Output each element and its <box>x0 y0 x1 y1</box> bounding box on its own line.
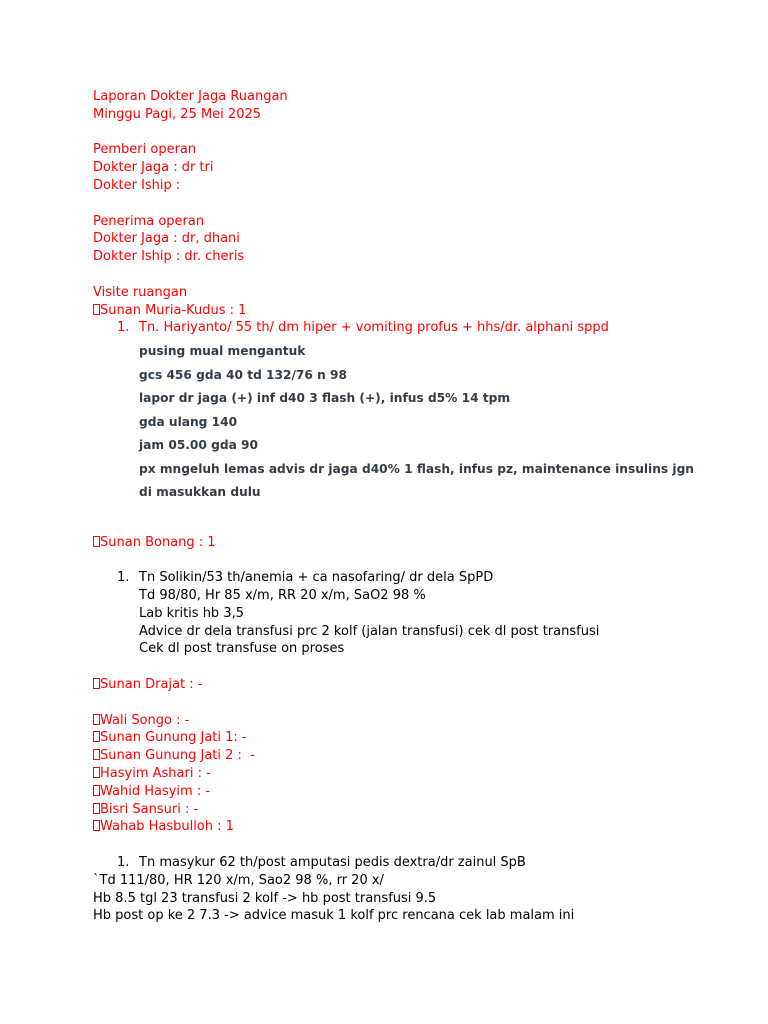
spacer <box>93 658 733 676</box>
note-line: Hb post op ke 2 7.3 -> advice masuk 1 kolf prc rencana cek lab malam ini <box>93 908 575 924</box>
checkbox-glyph-icon <box>93 785 100 796</box>
checkbox-glyph-icon <box>93 714 100 725</box>
patient-summary: Tn Solikin/53 th/anemia + ca nasofaring/ dr dela SpPD <box>139 570 494 586</box>
penerima-dokter-jaga: Dokter Jaga : dr, dhani <box>93 231 240 247</box>
note-line: Lab kritis hb 3,5 <box>139 605 244 621</box>
room-sunan-muria <box>93 302 733 320</box>
checkbox-glyph-icon <box>93 803 100 814</box>
checkbox-glyph-icon <box>93 536 100 547</box>
room-sunan-bonang <box>93 534 733 552</box>
note-line: Advice dr dela transfusi prc 2 kolf (jalan transfusi) cek dl post transfusi <box>139 623 600 639</box>
penerima-heading: Penerima operan <box>93 213 205 229</box>
spacer <box>93 836 733 854</box>
room-label: Hasyim Ashari : - <box>100 766 211 782</box>
room-sunan-gunung-jati-2 <box>93 747 733 765</box>
patient-item <box>93 569 733 587</box>
room-sunan-gunung-jati-1 <box>93 729 733 747</box>
room-label: Bisri Sansuri : - <box>100 801 199 817</box>
note-line: lapor dr jaga (+) inf d40 3 flash (+), infus d5% 14 tpm <box>139 391 511 406</box>
note-line: Td 98/80, Hr 85 x/m, RR 20 x/m, SaO2 98 % <box>139 588 426 604</box>
note-line: di masukkan dulu <box>139 485 261 500</box>
room-label: Wahab Hasbulloh : 1 <box>100 819 234 835</box>
report-title: Laporan Dokter Jaga Ruangan <box>93 89 288 104</box>
room-label: Sunan Muria-Kudus : 1 <box>100 302 247 318</box>
checkbox-glyph-icon <box>93 767 100 778</box>
note-line: `Td 111/80, HR 120 x/m, Sao2 98 %, rr 20 x/ <box>93 872 384 888</box>
room-label: Sunan Bonang : 1 <box>100 534 216 550</box>
pemberi-dokter-jaga: Dokter Jaga : dr tri <box>93 160 214 176</box>
spacer <box>93 195 733 213</box>
note-line: Cek dl post transfuse on proses <box>139 641 345 657</box>
spacer <box>93 505 733 534</box>
item-number: 1. <box>117 570 130 586</box>
patient-notes <box>93 340 733 505</box>
room-bisri-sansuri <box>93 801 733 819</box>
patient-item <box>93 854 733 872</box>
note-line: px mngeluh lemas advis dr jaga d40% 1 flash, infus pz, maintenance insulins jgn <box>139 461 694 476</box>
note-line: gda ulang 140 <box>139 414 238 429</box>
room-wali-songo <box>93 712 733 730</box>
note-line: jam 05.00 gda 90 <box>139 438 259 453</box>
room-hasyim-ashari <box>93 765 733 783</box>
patient-summary: Tn. Hariyanto/ 55 th/ dm hiper + vomiting profus + hhs/dr. alphani sppd <box>139 320 609 336</box>
note-line: gcs 456 gda 40 td 132/76 n 98 <box>139 367 348 382</box>
note-line: pusing mual mengantuk <box>139 344 306 359</box>
patient-item <box>93 319 733 337</box>
spacer <box>93 694 733 712</box>
pemberi-heading: Pemberi operan <box>93 142 197 158</box>
spacer <box>93 266 733 284</box>
room-wahab-hasbulloh <box>93 818 733 836</box>
note-line: Hb 8.5 tgl 23 transfusi 2 kolf -> hb post transfusi 9.5 <box>93 890 437 906</box>
visite-heading: Visite ruangan <box>93 284 188 300</box>
spacer <box>93 124 733 142</box>
checkbox-glyph-icon <box>93 304 100 315</box>
room-label: Sunan Gunung Jati 2 : - <box>100 748 255 764</box>
room-sunan-drajat <box>93 676 733 694</box>
room-label: Wali Songo : - <box>100 712 190 728</box>
spacer <box>93 551 733 569</box>
checkbox-glyph-icon <box>93 820 100 831</box>
penerima-dokter-iship: Dokter Iship : dr. cheris <box>93 249 245 265</box>
checkbox-glyph-icon <box>93 749 100 760</box>
checkbox-glyph-icon <box>93 678 100 689</box>
patient-summary: Tn masykur 62 th/post amputasi pedis dextra/dr zainul SpB <box>139 855 526 870</box>
room-label: Wahid Hasyim : - <box>100 783 211 799</box>
item-number: 1. <box>117 855 130 870</box>
room-label: Sunan Gunung Jati 1: - <box>100 730 247 746</box>
room-label: Sunan Drajat : - <box>100 677 203 693</box>
checkbox-glyph-icon <box>93 731 100 742</box>
room-wahid-hasyim <box>93 783 733 801</box>
pemberi-dokter-iship: Dokter Iship : <box>93 177 181 193</box>
report-document <box>93 88 733 925</box>
report-date: Minggu Pagi, 25 Mei 2025 <box>93 106 262 122</box>
item-number: 1. <box>117 320 130 336</box>
